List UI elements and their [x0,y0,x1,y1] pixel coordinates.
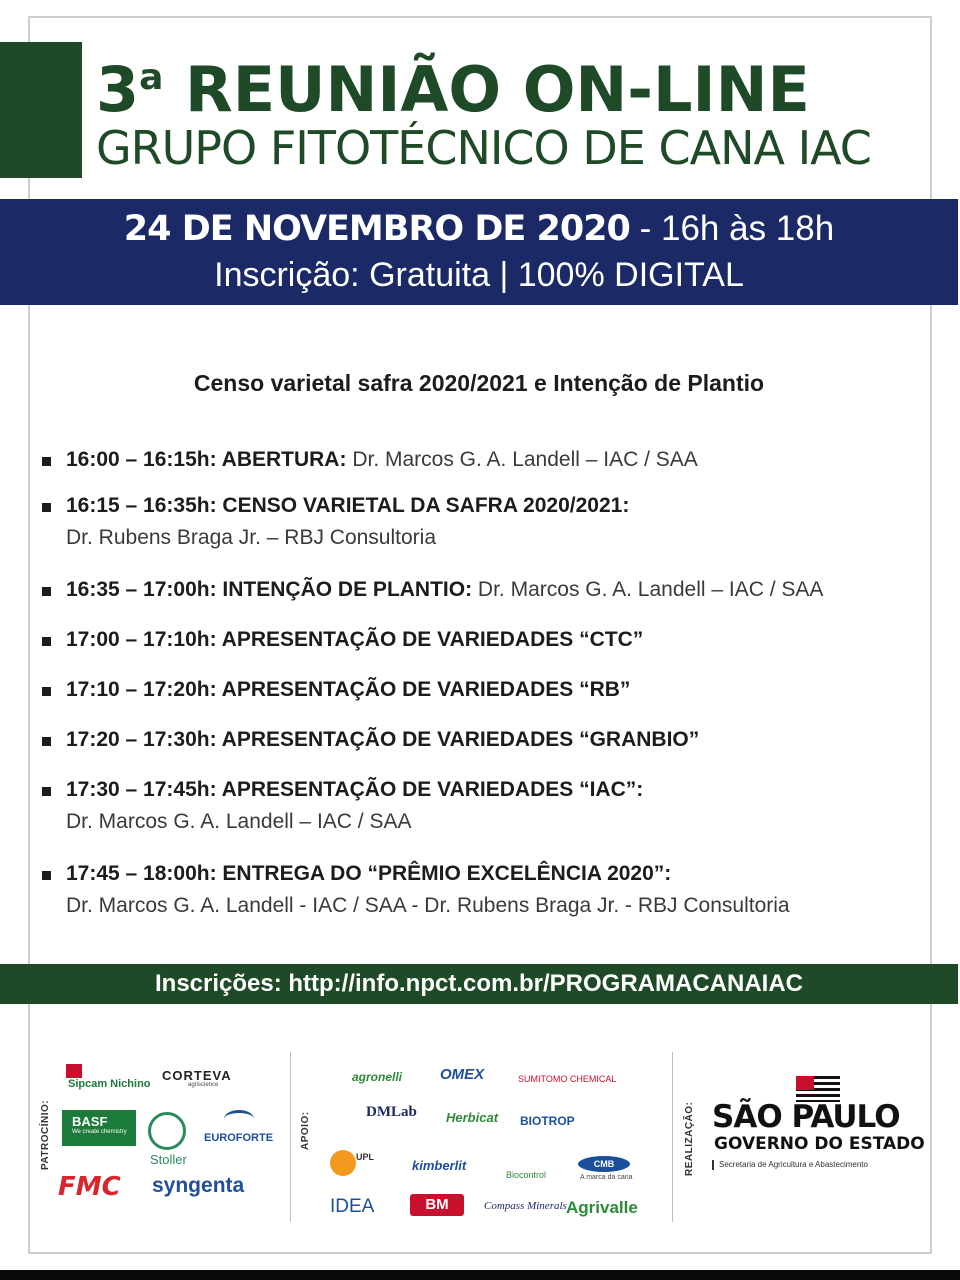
section-title: Censo varietal safra 2020/2021 e Intenção de Plantio [193,370,765,396]
agenda-label: CENSO VARIETAL DA SAFRA 2020/2021: [216,494,630,517]
agenda-time: 16:15 – 16:35h: [66,494,217,517]
realization-label: REALIZAÇÃO: [684,1101,695,1176]
agenda-item [42,724,942,756]
agenda-speaker-line: Dr. Marcos G. A. Landell - IAC / SAA - Dr. Rubens Braga Jr. - RBJ Consultoria [66,894,790,917]
stoller-icon [148,1112,186,1150]
agenda-speaker: Dr. Marcos G. A. Landell – IAC / SAA [346,448,698,471]
sp-government-name: SÃO PAULO [712,1099,900,1135]
sponsor-divider [290,1052,291,1222]
agenda-item [42,674,942,706]
logo-bm: BM [410,1194,464,1216]
logo-biotrop: BIOTROP [520,1114,575,1128]
registration-link[interactable]: Inscrições: http://info.npct.com.br/PROGRAMACANAIAC [0,964,958,1004]
logo-agronelli: agronelli [352,1070,403,1084]
bottom-edge [0,1270,960,1280]
agenda-item [42,858,942,922]
logo-compass: Compass Minerals [484,1200,567,1212]
event-date: 24 DE NOVEMBRO DE 2020 [123,209,630,249]
agenda-label: APRESENTAÇÃO DE VARIEDADES “IAC”: [216,778,644,801]
event-time: - 16h às 18h [629,209,835,248]
logo-euroforte: EUROFORTE [204,1132,274,1144]
date-line [0,207,958,251]
agenda-label: INTENÇÃO DE PLANTIO: [216,578,473,601]
agenda-item [42,574,942,606]
bullet-icon [42,637,51,646]
agenda-item [42,624,942,656]
logo-stoller: Stoller [150,1152,187,1167]
bullet-icon [42,687,51,696]
logo-agrivalle: Agrivalle [566,1198,638,1217]
agenda-time: 16:35 – 17:00h: [66,578,217,601]
bullet-icon [42,457,51,466]
agenda-label: APRESENTAÇÃO DE VARIEDADES “GRANBIO” [216,728,700,751]
bullet-icon [42,587,51,596]
sipcam-icon [66,1064,82,1078]
agenda-item [42,774,942,838]
flag-red-canton [796,1076,814,1090]
support-label: APOIO: [300,1111,311,1150]
logo-cmb-tagline: A marca da cana [580,1174,633,1181]
euroforte-icon [224,1110,254,1128]
agenda-time: 17:45 – 18:00h: [66,862,217,885]
logo-upl: UPL [356,1152,374,1162]
logo-herbicat: Herbicat [446,1110,499,1125]
bullet-icon [42,871,51,880]
bullet-icon [42,787,51,796]
bullet-icon [42,503,51,512]
agenda-label: ABERTURA: [216,448,347,471]
agenda-time: 17:10 – 17:20h: [66,678,217,701]
event-title: 3$^a$ REUNIÃO ON-LINE [96,53,810,126]
sponsors-label: PATROCÍNIO: [40,1099,51,1170]
agenda-time: 17:30 – 17:45h: [66,778,217,801]
support-divider [672,1052,673,1222]
agenda-item [42,444,942,476]
logo-basf: BASF We create chemistry [62,1110,136,1146]
sp-government-subtitle: GOVERNO DO ESTADO [714,1134,925,1154]
agenda-speaker-line: Dr. Rubens Braga Jr. – RBJ Consultoria [66,526,437,549]
logo-fmc: FMC [58,1172,121,1202]
event-subtitle: GRUPO FITOTÉCNICO DE CANA IAC [96,121,871,175]
logo-corteva: CORTEVA [162,1068,232,1083]
agenda-list [42,444,942,922]
agenda-item [42,490,942,554]
logo-idea: IDEA [330,1196,375,1217]
logo-dmlab: DMLab [366,1104,417,1120]
logo-kimberlit: kimberlit [412,1158,467,1173]
agenda-time: 16:00 – 16:15h: [66,448,217,471]
logo-syngenta: syngenta [152,1174,245,1197]
agenda-speaker-line: Dr. Marcos G. A. Landell – IAC / SAA [66,810,412,833]
agenda-label: APRESENTAÇÃO DE VARIEDADES “RB” [216,678,631,701]
agenda-speaker: Dr. Marcos G. A. Landell – IAC / SAA [472,578,824,601]
bullet-icon [42,737,51,746]
agenda-label: ENTREGA DO “PRÊMIO EXCELÊNCIA 2020”: [216,862,672,885]
agenda-label: APRESENTAÇÃO DE VARIEDADES “CTC” [216,628,644,651]
logo-sumitomo: SUMITOMO CHEMICAL [518,1074,617,1084]
date-banner [0,199,958,305]
registration-info: Inscrição: Gratuita | 100% DIGITAL [214,256,744,294]
upl-icon [330,1150,356,1176]
logo-omex: OMEX [440,1066,485,1083]
agenda-time: 17:00 – 17:10h: [66,628,217,651]
logo-cmb: CMB [578,1156,630,1172]
logo-sipcam: Sipcam Nichino [68,1078,151,1090]
header-accent-block [0,42,82,178]
logo-biocontrol: Biocontrol [506,1170,547,1180]
sp-secretariat: Secretaria de Agricultura e Abastecimento [712,1160,868,1170]
agenda-time: 17:20 – 17:30h: [66,728,217,751]
logo-corteva-tagline: agriscience [188,1082,219,1088]
